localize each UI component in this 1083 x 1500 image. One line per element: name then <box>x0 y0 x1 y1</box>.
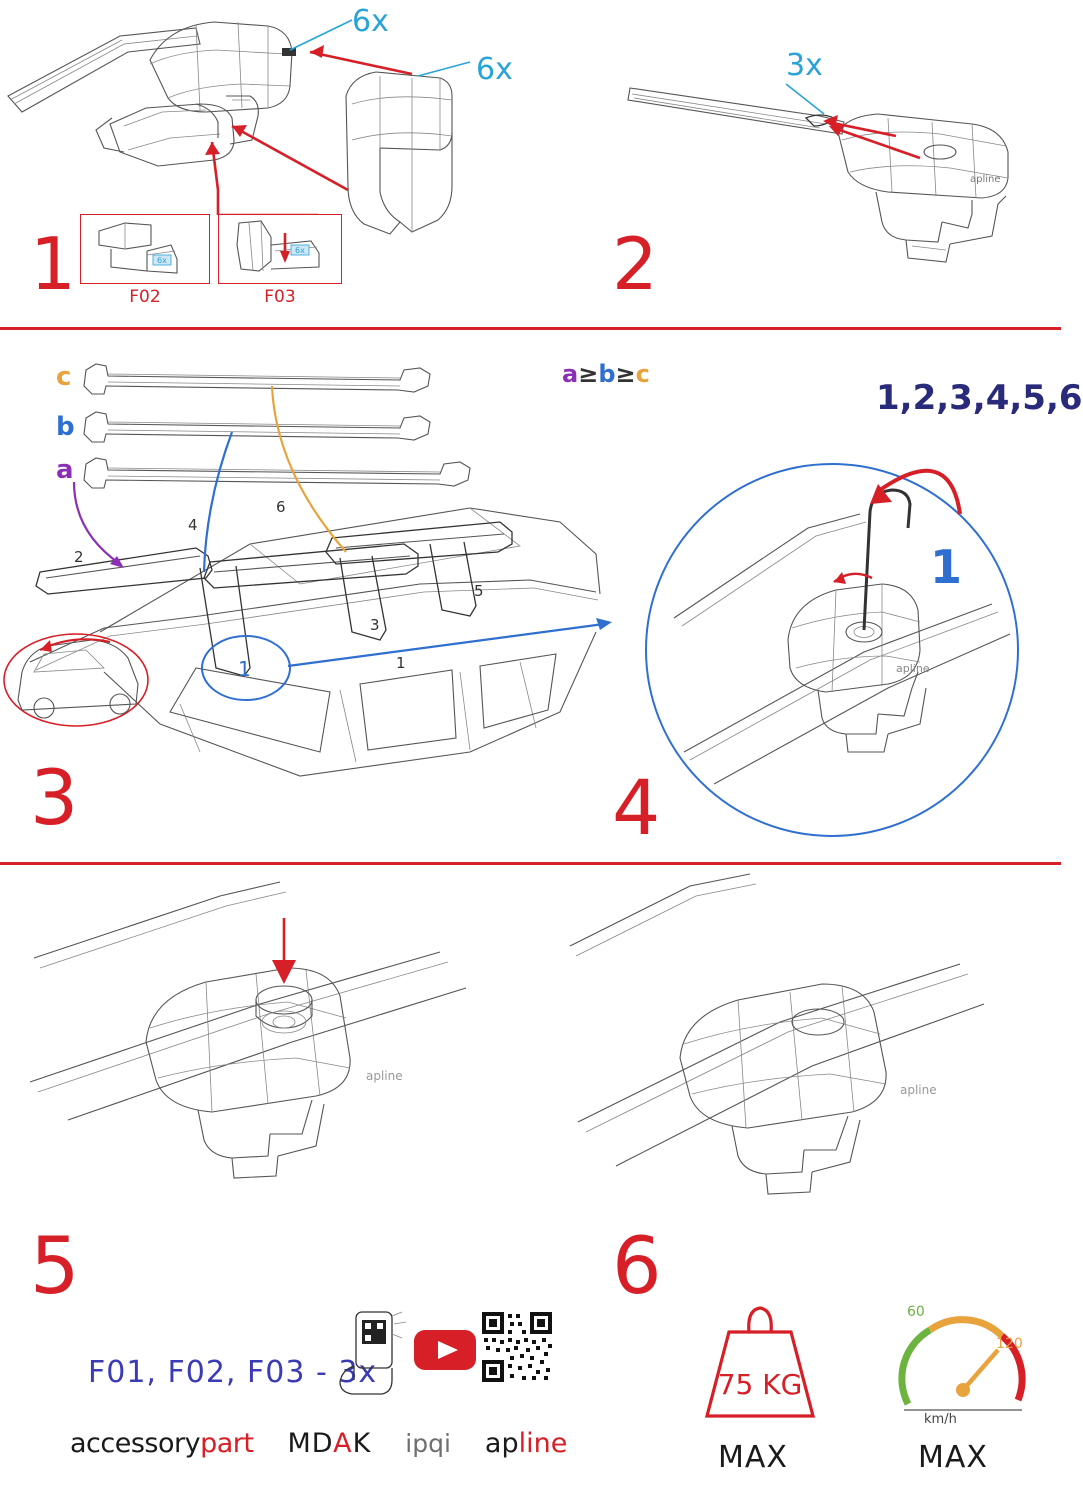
brand-accessorypart-part2: part <box>200 1428 254 1459</box>
step-number-4: 4 <box>612 763 660 852</box>
svg-text:6x: 6x <box>157 256 167 265</box>
gauge-tick-60: 60 <box>907 1304 925 1320</box>
weight-limit-value: 75 KG <box>717 1368 803 1401</box>
step-number-5: 5 <box>30 1222 79 1312</box>
svg-text:6x: 6x <box>295 246 305 255</box>
sequence-text: 1,2,3,4,5,6 <box>876 378 1083 418</box>
svg-text:6: 6 <box>276 498 286 516</box>
svg-text:apline: apline <box>366 1069 403 1083</box>
weight-limit-icon <box>685 1296 835 1426</box>
bar-label-a: a <box>56 455 74 485</box>
bar-label-c: c <box>56 362 72 392</box>
qr-code-icon[interactable] <box>480 1310 554 1384</box>
detail-step-number-1: 1 <box>930 540 963 594</box>
svg-text:apline: apline <box>970 174 1001 185</box>
step-number-6: 6 <box>612 1222 661 1312</box>
weight-limit-caption: MAX <box>718 1440 788 1475</box>
inequality-b: b <box>598 360 616 388</box>
svg-text:apline: apline <box>896 662 930 675</box>
detail-box-f03 <box>218 214 342 284</box>
brand-accessorypart-part1: accessory <box>70 1428 201 1459</box>
callout-6x-second: 6x <box>476 52 513 87</box>
step-5b-illustration <box>560 872 1020 1222</box>
bar-label-b: b <box>56 412 75 442</box>
section-divider-1 <box>0 327 1061 330</box>
step-number-2: 2 <box>612 222 657 306</box>
detail-label-f02: F02 <box>129 287 161 307</box>
gauge-unit-label: km/h <box>924 1412 957 1427</box>
svg-text:2: 2 <box>74 548 84 566</box>
brand-mdak-part2: A <box>333 1428 353 1459</box>
step-number-3: 3 <box>30 753 78 842</box>
brand-apline <box>485 1428 567 1459</box>
speed-limit-caption: MAX <box>918 1440 988 1475</box>
svg-text:1: 1 <box>238 657 251 681</box>
inequality-op1: ≥ <box>578 360 599 388</box>
brand-mdak <box>287 1428 371 1459</box>
callout-6x-top: 6x <box>352 4 389 39</box>
brand-mdak-part1: MD <box>287 1428 334 1459</box>
youtube-icon[interactable] <box>412 1326 478 1374</box>
step-5-illustration <box>20 872 580 1222</box>
brand-accessorypart <box>70 1428 253 1459</box>
detail-box-f02 <box>80 214 210 284</box>
inequality-a: a <box>562 360 579 388</box>
section-divider-2 <box>0 862 1061 865</box>
svg-text:4: 4 <box>188 516 198 534</box>
brand-apline-part2: line <box>518 1428 568 1459</box>
inequality-c: c <box>635 360 650 388</box>
brand-ipqi: ipqi <box>405 1429 451 1458</box>
svg-text:5: 5 <box>474 582 484 600</box>
gauge-tick-120: 120 <box>996 1336 1023 1352</box>
tightening-sequence <box>876 378 1083 418</box>
brand-mdak-part3: K <box>352 1428 372 1459</box>
callout-3x: 3x <box>786 48 823 83</box>
brand-apline-part1: ap <box>484 1428 519 1459</box>
detail-label-f03: F03 <box>264 287 296 307</box>
svg-text:apline: apline <box>900 1083 937 1097</box>
step-2-illustration <box>620 0 1050 327</box>
step-3-illustration <box>0 332 620 862</box>
phone-qr-icon <box>330 1308 410 1398</box>
part-codes: F01, F02, F03 - 3x <box>88 1355 378 1390</box>
svg-text:1: 1 <box>396 654 406 672</box>
brand-row <box>70 1428 567 1459</box>
svg-text:3: 3 <box>370 616 380 634</box>
step-number-1: 1 <box>30 222 75 306</box>
inequality-op2: ≥ <box>615 360 636 388</box>
